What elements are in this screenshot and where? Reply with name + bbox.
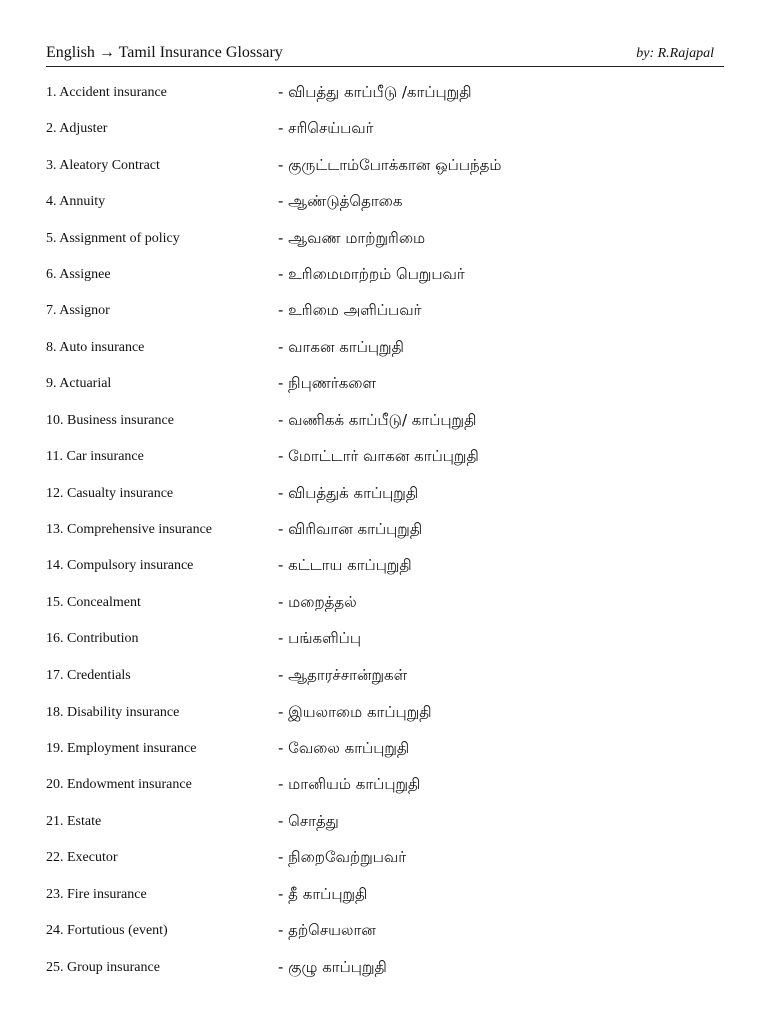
tamil-translation: - இயலாமை காப்புறுதி — [278, 703, 432, 721]
glossary-entry — [46, 486, 746, 508]
glossary-entry — [46, 595, 746, 617]
page-title: English → Tamil Insurance Glossary — [46, 44, 283, 61]
glossary-entry — [46, 85, 746, 107]
tamil-translation: - ஆவண மாற்றுரிமை — [278, 229, 426, 247]
glossary-entry — [46, 449, 746, 471]
tamil-translation: - சொத்து — [278, 812, 339, 830]
glossary-entry — [46, 960, 746, 982]
tamil-translation: - குழு காப்புறுதி — [278, 958, 387, 976]
glossary-entry — [46, 303, 746, 325]
english-term: 4. Annuity — [46, 194, 106, 209]
glossary-entry — [46, 741, 746, 763]
tamil-translation: - கட்டாய காப்புறுதி — [278, 556, 412, 574]
glossary-entry — [46, 814, 746, 836]
tamil-translation: - விரிவான காப்புறுதி — [278, 520, 423, 538]
english-term: 20. Endowment insurance — [46, 777, 192, 792]
glossary-entry — [46, 668, 746, 690]
glossary-entry — [46, 923, 746, 945]
english-term: 21. Estate — [46, 814, 102, 829]
english-term: 9. Actuarial — [46, 376, 112, 391]
glossary-entry — [46, 376, 746, 398]
tamil-translation: - மானியம் காப்புறுதி — [278, 775, 421, 793]
english-term: 6. Assignee — [46, 267, 111, 282]
english-term: 7. Assignor — [46, 303, 110, 318]
glossary-entry — [46, 777, 746, 799]
english-term: 12. Casualty insurance — [46, 486, 174, 501]
page-header — [46, 44, 724, 67]
english-term: 11. Car insurance — [46, 449, 144, 464]
english-term: 13. Comprehensive insurance — [46, 522, 213, 537]
tamil-translation: - பங்களிப்பு — [278, 629, 361, 647]
tamil-translation: - குருட்டாம்போக்கான ஒப்பந்தம் — [278, 156, 502, 174]
tamil-translation: - ஆண்டுத்தொகை — [278, 192, 403, 210]
english-term: 23. Fire insurance — [46, 887, 147, 902]
glossary-entry — [46, 231, 746, 253]
tamil-translation: - உரிமை அளிப்பவர் — [278, 301, 422, 319]
tamil-translation: - சரிசெய்பவர் — [278, 119, 374, 137]
english-term: 22. Executor — [46, 850, 118, 865]
glossary-entry — [46, 267, 746, 289]
english-term: 2. Adjuster — [46, 121, 108, 136]
tamil-translation: - வேலை காப்புறுதி — [278, 739, 410, 757]
english-term: 1. Accident insurance — [46, 85, 167, 100]
english-term: 16. Contribution — [46, 631, 139, 646]
glossary-entry — [46, 850, 746, 872]
english-term: 24. Fortutious (event) — [46, 923, 168, 938]
english-term: 10. Business insurance — [46, 413, 174, 428]
tamil-translation: - மோட்டார் வாகன காப்புறுதி — [278, 447, 479, 465]
glossary-entry — [46, 121, 746, 143]
glossary-entry — [46, 887, 746, 909]
english-term: 18. Disability insurance — [46, 705, 180, 720]
glossary-entry — [46, 705, 746, 727]
english-term: 14. Compulsory insurance — [46, 558, 194, 573]
english-term: 8. Auto insurance — [46, 340, 145, 355]
glossary-entry — [46, 522, 746, 544]
english-term: 19. Employment insurance — [46, 741, 197, 756]
tamil-translation: - தீ காப்புறுதி — [278, 885, 368, 903]
tamil-translation: - ஆதாரச்சான்றுகள் — [278, 666, 408, 684]
english-term: 3. Aleatory Contract — [46, 158, 160, 173]
glossary-entry — [46, 158, 746, 180]
tamil-translation: - விபத்துக் காப்புறுதி — [278, 484, 419, 502]
glossary-entry — [46, 194, 746, 216]
tamil-translation: - உரிமைமாற்றம் பெறுபவர் — [278, 265, 465, 283]
tamil-translation: - வாகன காப்புறுதி — [278, 338, 404, 356]
tamil-translation: - விபத்து காப்பீடு /காப்புறுதி — [278, 83, 472, 101]
glossary-entry — [46, 413, 746, 435]
english-term: 25. Group insurance — [46, 960, 160, 975]
english-term: 5. Assignment of policy — [46, 231, 180, 246]
glossary-entry — [46, 631, 746, 653]
english-term: 17. Credentials — [46, 668, 131, 683]
tamil-translation: - மறைத்தல் — [278, 593, 357, 611]
tamil-translation: - தற்செயலான — [278, 921, 376, 939]
english-term: 15. Concealment — [46, 595, 141, 610]
glossary-entry — [46, 558, 746, 580]
tamil-translation: - நிபுணர்களை — [278, 374, 377, 392]
tamil-translation: - வணிகக் காப்பீடு/ காப்புறுதி — [278, 411, 477, 429]
glossary-entry — [46, 340, 746, 362]
author-credit: by: R.Rajapal — [636, 46, 714, 61]
tamil-translation: - நிறைவேற்றுபவர் — [278, 848, 407, 866]
